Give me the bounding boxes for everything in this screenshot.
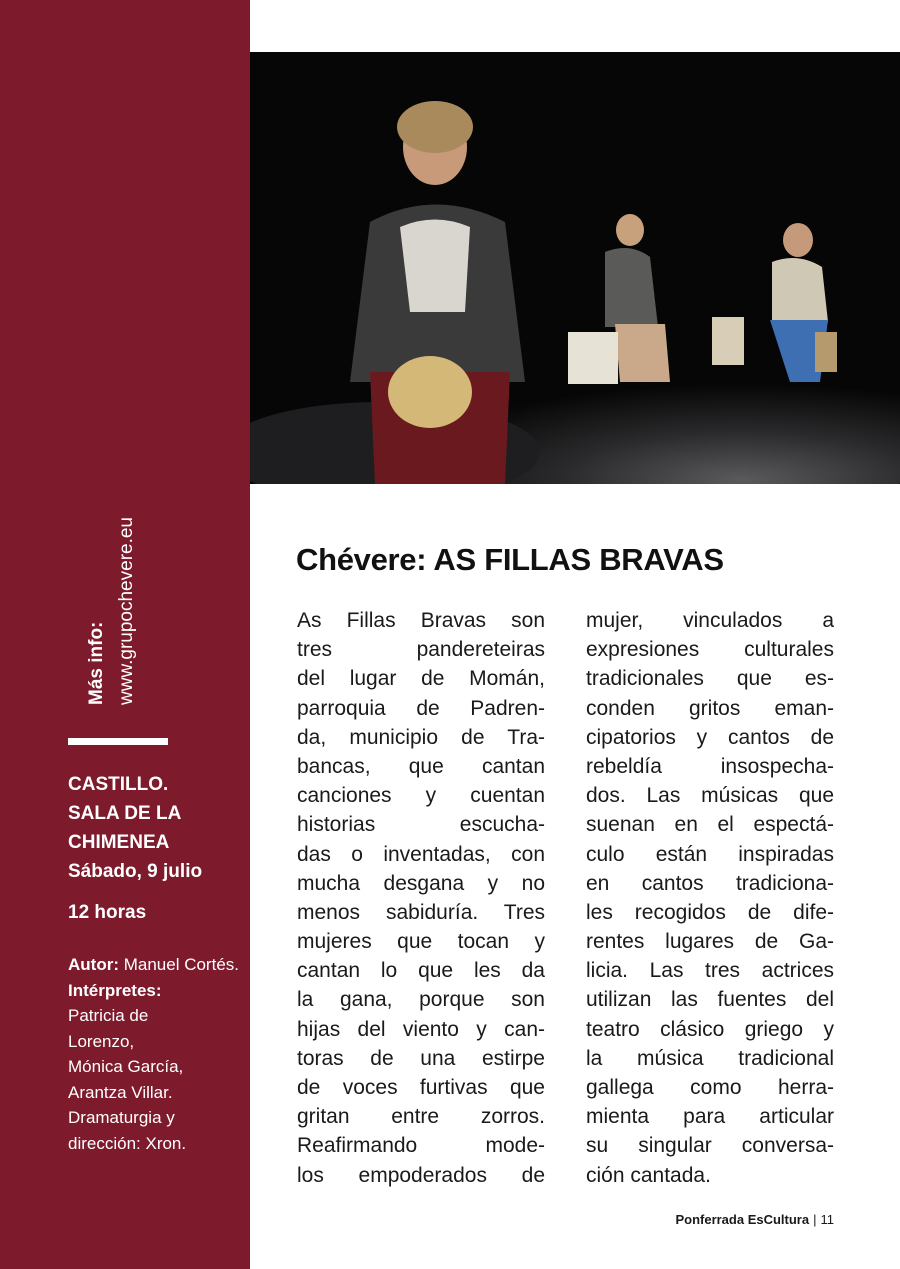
text-line: canciones y cuentan bbox=[297, 784, 545, 808]
text-line: en cantos tradiciona- bbox=[586, 871, 834, 895]
text-line: dos. Las músicas que bbox=[586, 784, 834, 808]
text-line: utilizan las fuentes del bbox=[586, 988, 834, 1012]
text-line: tradicionales que es- bbox=[586, 667, 834, 691]
article-column-2 bbox=[586, 606, 834, 1190]
venue-info bbox=[68, 770, 238, 886]
performer-line: Mónica García, bbox=[68, 1057, 184, 1076]
performer-line: Patricia de bbox=[68, 1006, 149, 1025]
venue-line: SALA DE LA bbox=[68, 803, 182, 824]
text-line: les recogidos de dife- bbox=[586, 900, 834, 924]
page-number: 11 bbox=[820, 1212, 834, 1227]
text-line: gallega como herra- bbox=[586, 1076, 834, 1099]
author-label: Autor: bbox=[68, 955, 119, 974]
article-column-1 bbox=[297, 606, 545, 1190]
more-info-url[interactable]: www.grupochevere.eu bbox=[116, 517, 137, 705]
text-line: tres pandereteiras bbox=[297, 638, 545, 662]
page-footer bbox=[675, 1212, 834, 1227]
text-line: culo están inspiradas bbox=[586, 842, 834, 866]
sidebar bbox=[0, 0, 250, 1269]
text-line: das o inventadas, con bbox=[297, 842, 545, 866]
text-line: cipatorios y cantos de bbox=[586, 725, 834, 749]
text-line: As Fillas Bravas son bbox=[297, 609, 545, 632]
credits bbox=[68, 952, 243, 1156]
direction-line: Dramaturgia y bbox=[68, 1108, 175, 1127]
text-line: mucha desgana y no bbox=[297, 871, 545, 895]
text-line: conden gritos eman- bbox=[586, 696, 834, 720]
article-title: Chévere: AS FILLAS BRAVAS bbox=[296, 542, 724, 577]
sidebar-divider bbox=[68, 738, 168, 745]
text-line: da, municipio de Tra- bbox=[297, 725, 545, 749]
text-line: bancas, que cantan bbox=[297, 754, 545, 778]
text-line: rentes lugares de Ga- bbox=[586, 930, 834, 954]
text-line: su singular conversa- bbox=[586, 1134, 834, 1158]
text-line: del lugar de Momán, bbox=[297, 667, 545, 691]
footer-separator: | bbox=[813, 1212, 817, 1227]
text-line: mienta para articular bbox=[586, 1105, 834, 1129]
text-line: de voces furtivas que bbox=[297, 1076, 545, 1099]
text-line: gritan entre zorros. bbox=[297, 1105, 545, 1129]
more-info-label: Más info: bbox=[86, 621, 107, 705]
text-line: ción cantada. bbox=[586, 1163, 711, 1187]
performer-line: Lorenzo, bbox=[68, 1031, 135, 1051]
stage-photo-illustration bbox=[250, 52, 900, 484]
stage-photo bbox=[250, 52, 900, 484]
event-date: Sábado, 9 julio bbox=[68, 861, 203, 882]
text-line: expresiones culturales bbox=[586, 638, 834, 662]
text-line: la gana, porque son bbox=[297, 988, 545, 1012]
text-line: la música tradicional bbox=[586, 1046, 834, 1070]
event-time: 12 horas bbox=[68, 902, 147, 923]
text-line: suenan en el espectá- bbox=[586, 813, 834, 837]
text-line: menos sabiduría. Tres bbox=[297, 900, 545, 924]
performers-label: Intérpretes: bbox=[68, 980, 162, 1000]
text-line: toras de una estirpe bbox=[297, 1046, 545, 1070]
text-line: hijas del viento y can- bbox=[297, 1017, 545, 1041]
direction-line: dirección: Xron. bbox=[68, 1133, 187, 1153]
text-line: teatro clásico griego y bbox=[586, 1017, 834, 1041]
venue-line: CHIMENEA bbox=[68, 832, 170, 853]
text-line: cantan lo que les da bbox=[297, 959, 545, 983]
text-line: rebeldía insospecha- bbox=[586, 754, 834, 778]
text-line: parroquia de Padren- bbox=[297, 696, 545, 720]
publication-name: Ponferrada EsCultura bbox=[675, 1212, 810, 1227]
text-line: licia. Las tres actrices bbox=[586, 959, 834, 983]
author-name: Manuel Cortés. bbox=[123, 955, 239, 974]
text-line: historias escucha- bbox=[297, 813, 545, 837]
performer-line: Arantza Villar. bbox=[68, 1082, 173, 1102]
more-info bbox=[82, 485, 142, 705]
text-line: mujer, vinculados a bbox=[586, 609, 834, 632]
text-line: mujeres que tocan y bbox=[297, 930, 545, 954]
venue-line: CASTILLO. bbox=[68, 774, 169, 795]
text-line: los empoderados de bbox=[297, 1163, 545, 1187]
text-line: Reafirmando mode- bbox=[297, 1134, 545, 1158]
